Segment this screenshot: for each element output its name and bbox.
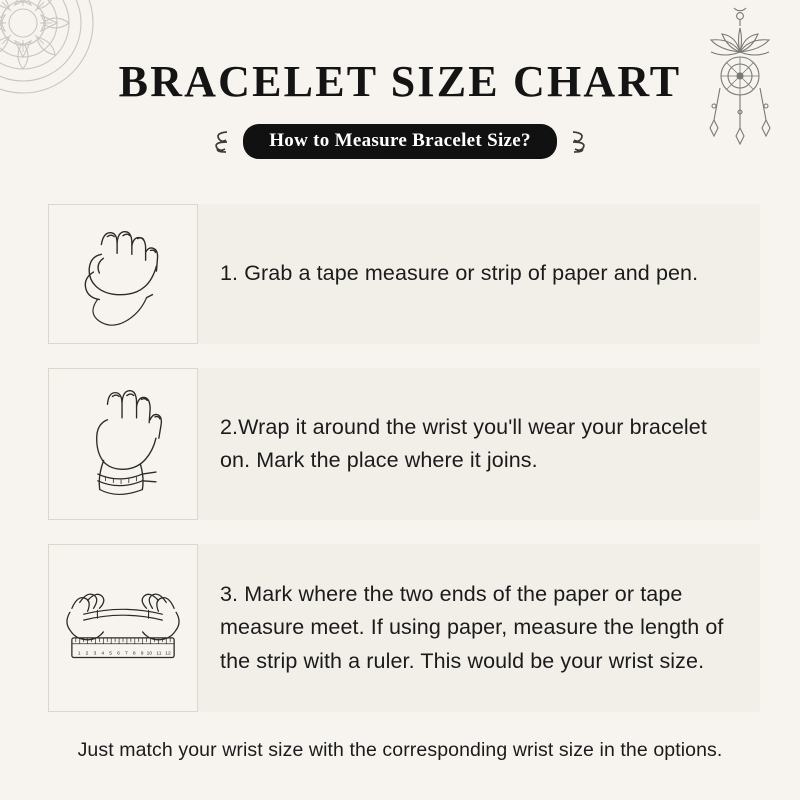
steps-list: [48, 204, 760, 736]
step-item: [48, 368, 760, 520]
tape-wrapped-around-wrist-illustration: [48, 368, 198, 520]
step-text: 3. Mark where the two ends of the paper or tape measure meet. If using paper, measure the length of the strip with a ruler. This would be your wrist size.: [220, 582, 724, 673]
footer-note: Just match your wrist size with the corresponding wrist size in the options.: [77, 739, 723, 761]
step-item: [48, 204, 760, 344]
svg-text:10: 10: [146, 651, 153, 657]
svg-text:3: 3: [93, 651, 97, 657]
svg-text:12: 12: [165, 651, 171, 657]
step-text: 1. Grab a tape measure or strip of paper and pen.: [220, 261, 699, 286]
subtitle-row: [0, 124, 800, 159]
hand-holding-tape-measure-illustration: [48, 204, 198, 344]
svg-text:2: 2: [85, 651, 89, 657]
measuring-strip-with-ruler-illustration: [48, 544, 198, 712]
step-item: [48, 544, 760, 712]
svg-text:5: 5: [109, 651, 112, 657]
svg-text:6: 6: [117, 651, 120, 657]
swirl-flourish-icon: [569, 129, 593, 155]
svg-text:8: 8: [132, 651, 136, 657]
svg-text:11: 11: [156, 651, 162, 657]
step-text: 2.Wrap it around the wrist you'll wear your bracelet on. Mark the place where it joins.: [220, 414, 707, 472]
swirl-flourish-icon: [207, 129, 231, 155]
svg-text:1: 1: [77, 651, 81, 657]
svg-text:4: 4: [101, 651, 105, 657]
page-title: BRACELET SIZE CHART: [118, 57, 682, 106]
svg-text:7: 7: [124, 651, 128, 657]
svg-text:9: 9: [140, 651, 144, 657]
subtitle-pill: How to Measure Bracelet Size?: [243, 124, 557, 159]
